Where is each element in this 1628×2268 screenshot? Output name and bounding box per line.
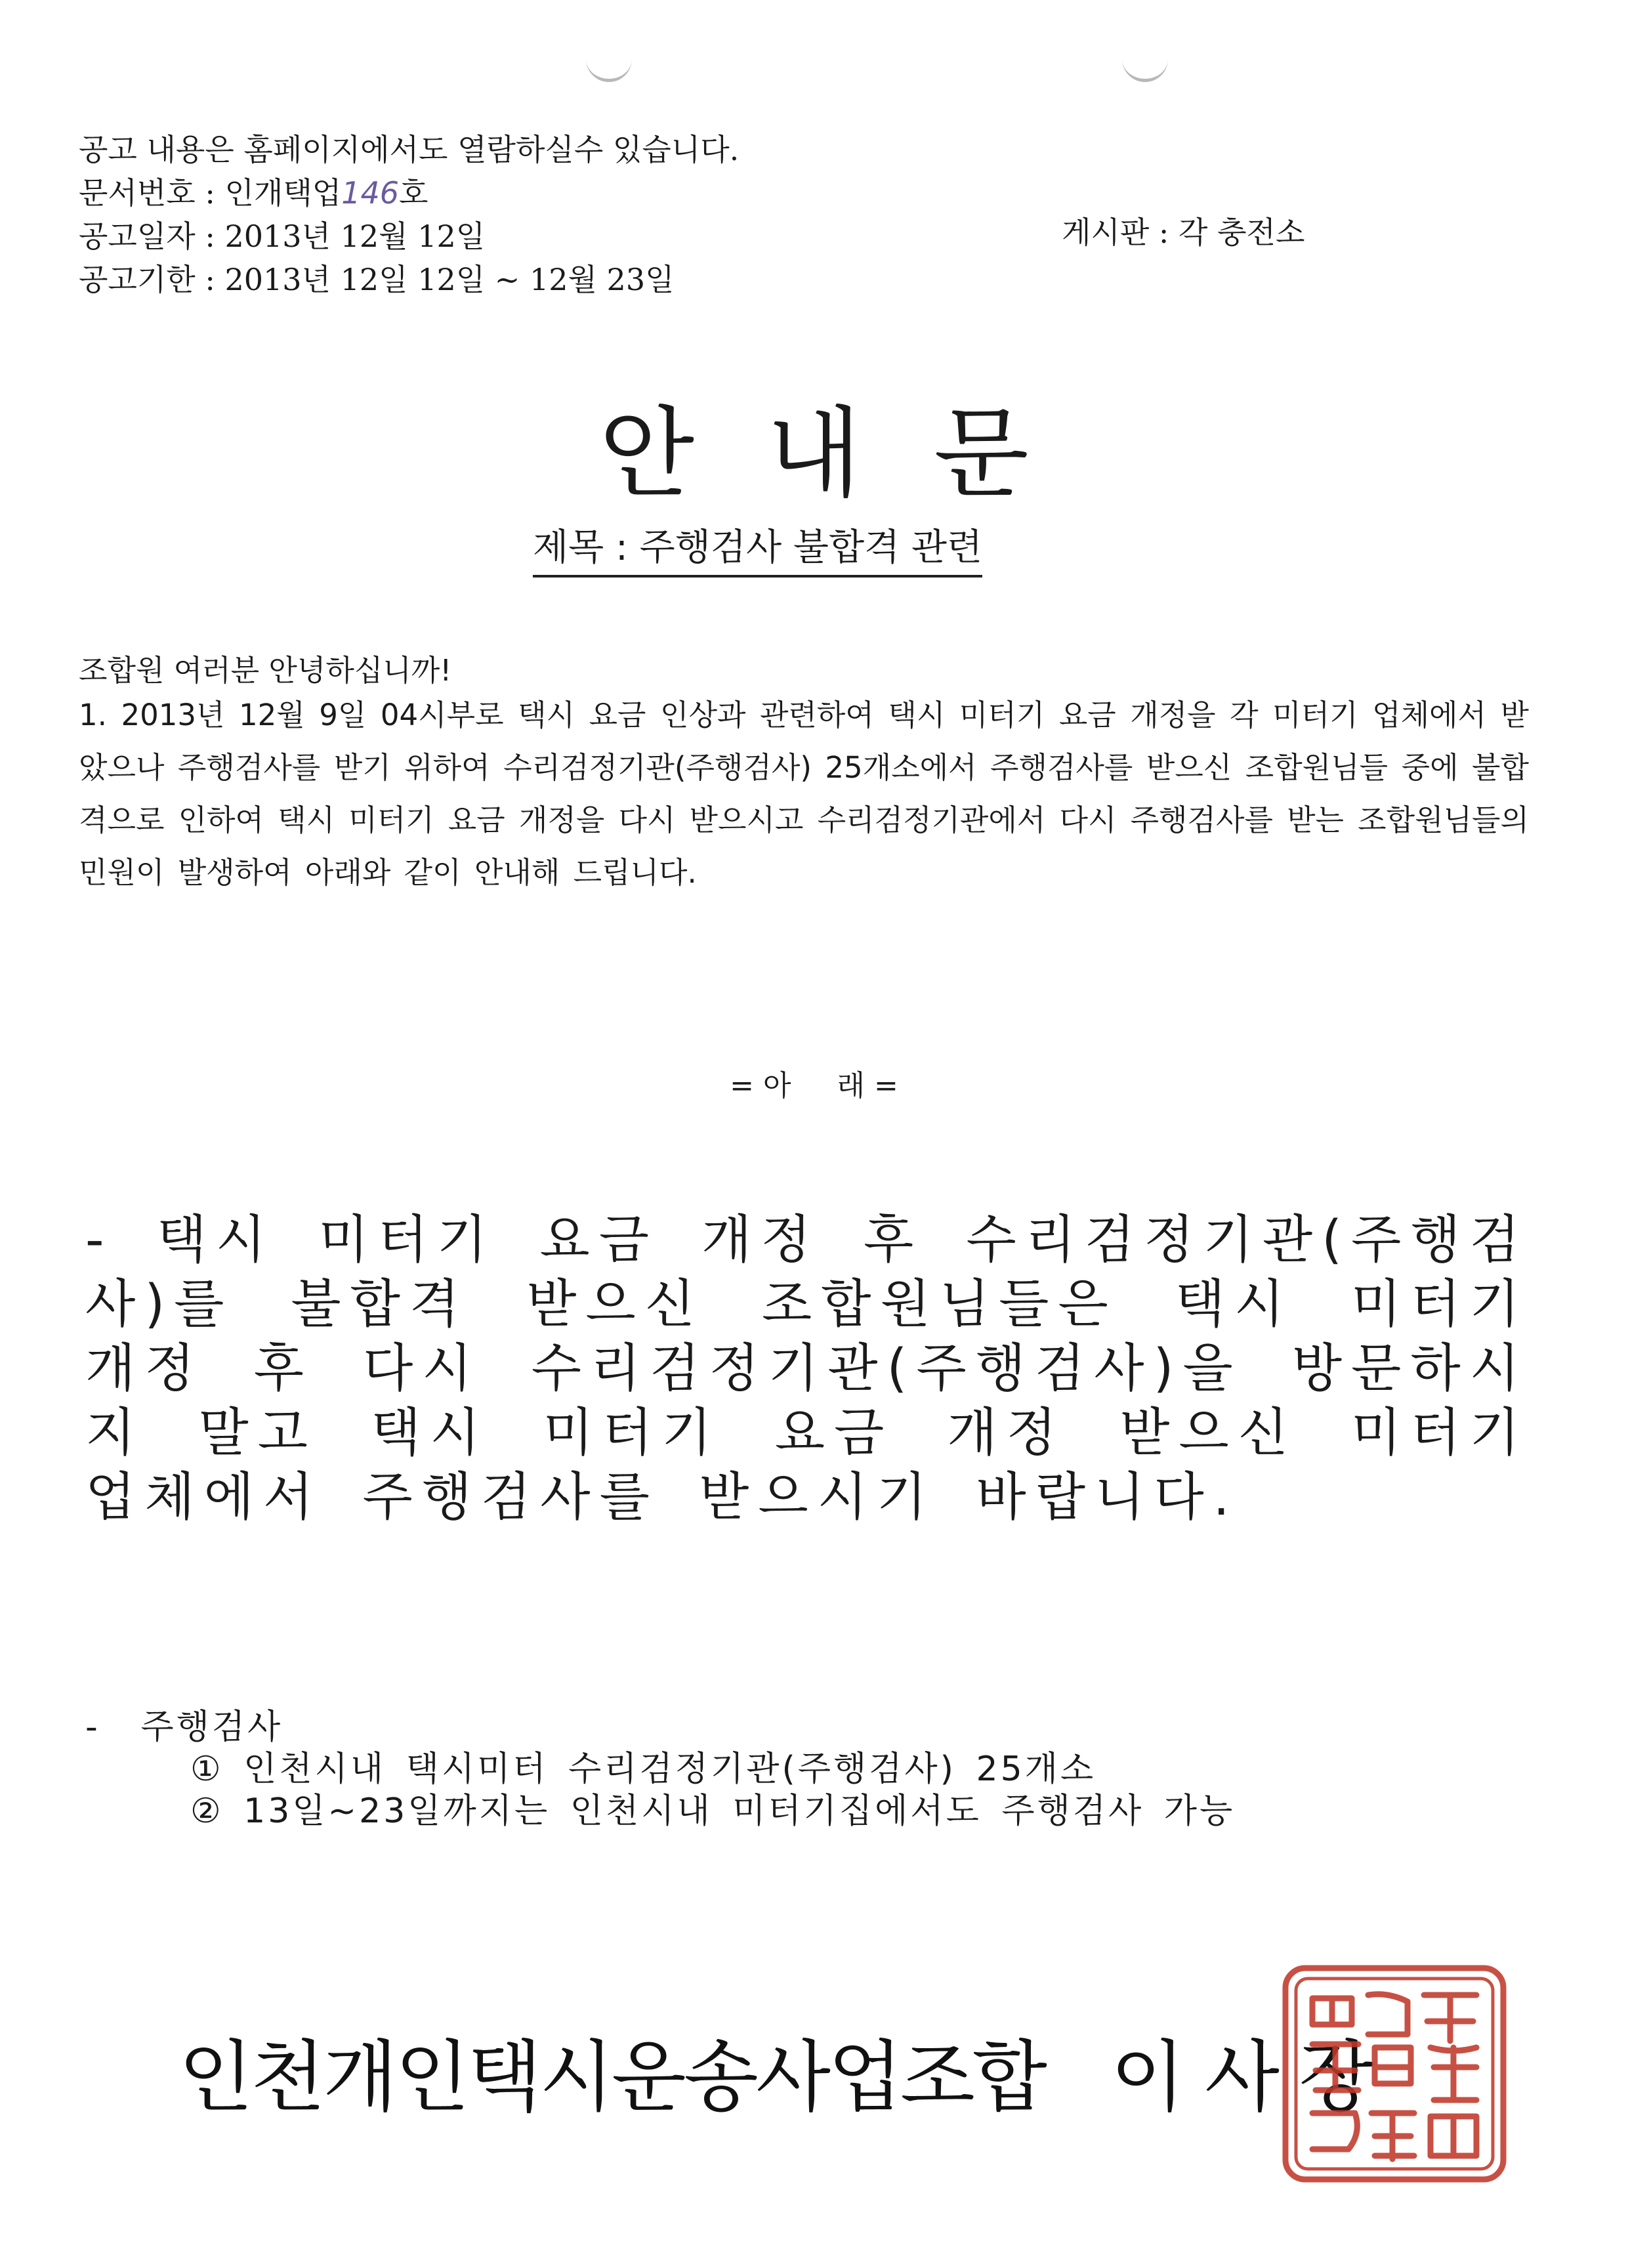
bulletin-board-label: 게시판 : 각 충전소 <box>1062 215 1305 250</box>
notice-period: 공고기한 : 2013년 12일 12일 ~ 12월 23일 <box>79 262 675 297</box>
inspection-heading: - 주행검사 <box>85 1708 283 1747</box>
greeting: 조합원 여러분 안녕하십니까! <box>79 653 452 688</box>
main-notice: - 택시 미터기 요금 개정 후 수리검정기관(주행검사)를 불합격 받으신 조합원님들은 택시 미터기 개정 후 다시 수리검정기관(주행검사)을 방문하시지 말고 택시 미터기 요금 개정 받으신 미터기 업체에서 주행검사를 받으시기 바랍니다. <box>85 1209 1529 1527</box>
document-number-line <box>79 171 739 215</box>
page-title: 안내문 <box>599 397 1101 511</box>
body-paragraph: 1. 2013년 12월 9일 04시부로 택시 요금 인상과 관련하여 택시 미터기 요금 개정을 각 미터기 업체에서 받았으나 주행검사를 받기 위하여 수리검정기관(주행검사) 25개소에서 주행검사를 받으신 조합원님들 중에 불합격으로 인하여 택시 미터기 요금 개정을 다시 받으시고 수리검정기관에서 다시 주행검사를 받는 조합원님들의 민원이 발생하여 아래와 같이 안내해 드립니다. <box>79 698 1529 890</box>
notice-date: 공고일자 : 2013년 12월 12일 <box>79 219 486 254</box>
document-number-suffix: 호 <box>399 175 428 211</box>
punch-hole-mark <box>1122 52 1168 82</box>
inspection-section <box>85 1706 1235 1832</box>
handwritten-number: 146 <box>341 175 400 211</box>
punch-hole-mark <box>586 52 632 82</box>
inspection-item: ② 13일~23일까지는 인천시내 미터기집에서도 주행검사 가능 <box>190 1792 1236 1831</box>
homepage-note: 공고 내용은 홈페이지에서도 열람하실수 있습니다. <box>79 132 740 167</box>
issuer-signature: 인천개인택시운송사업조합 이 사 장 <box>178 2032 1371 2122</box>
inspection-item: ① 인천시내 택시미터 수리검정기관(주행검사) 25개소 <box>190 1750 1096 1789</box>
subject-line: 제목 : 주행검사 불합격 관련 <box>533 518 982 578</box>
notice-header <box>79 128 739 301</box>
official-seal-icon <box>1276 1959 1513 2189</box>
document-number-label: 문서번호 : 인개택업 <box>79 175 342 211</box>
below-marker: = 아 래 = <box>730 1069 898 1102</box>
